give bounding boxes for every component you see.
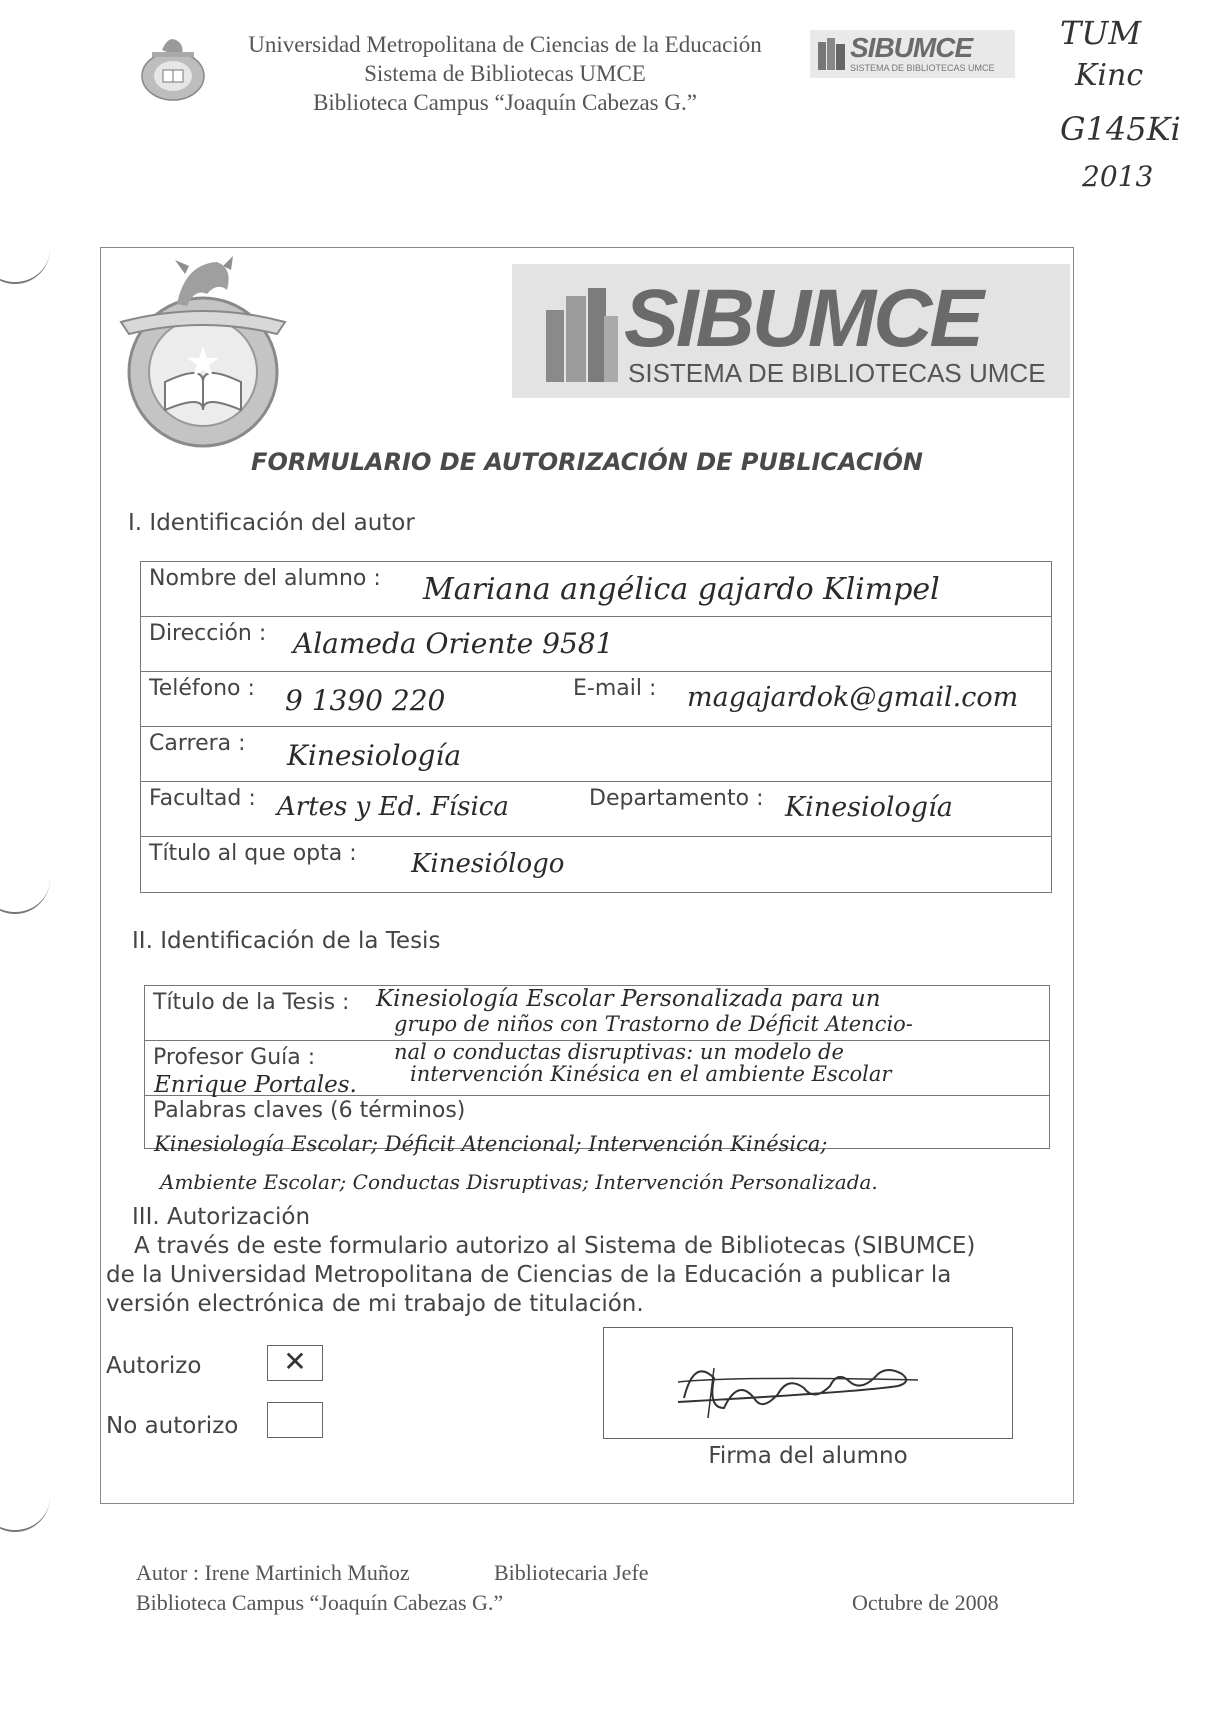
row-carrera [141, 727, 1051, 782]
header-university: Universidad Metropolitana de Ciencias de la Educación [248, 32, 762, 57]
authorization-text-line-3: versión electrónica de mi trabajo de titulación. [106, 1291, 644, 1317]
call-number-line-2: Kinc [1075, 58, 1144, 93]
section-2-heading: II. Identificación de la Tesis [132, 928, 441, 954]
direccion-value: Alameda Oriente 9581 [293, 627, 614, 660]
footer-library: Biblioteca Campus “Joaquín Cabezas G.” [136, 1590, 504, 1615]
footer-author: Autor : Irene Martinich Muñoz [136, 1560, 410, 1585]
form-logo-subtitle: SISTEMA DE BIBLIOTECAS UMCE [628, 358, 1046, 388]
titulo-label: Título al que opta : [149, 841, 357, 866]
punch-hole [0, 230, 50, 284]
facultad-label: Facultad : [149, 786, 256, 811]
row-nombre [141, 562, 1051, 617]
author-identification-table [140, 561, 1052, 893]
authorization-text-line-2: de la Universidad Metropolitana de Ciencias de la Educación a publicar la [106, 1262, 952, 1288]
signature-label: Firma del alumno [708, 1443, 908, 1469]
email-label: E-mail : [573, 676, 657, 701]
row-telefono [141, 672, 1051, 727]
row-direccion [141, 617, 1051, 672]
tesis-value-line-3: nal o conductas disruptivas: un modelo de [394, 1040, 844, 1064]
books-icon [816, 36, 848, 72]
form-university-seal-icon [115, 254, 291, 450]
palabras-value-line-2: Ambiente Escolar; Conductas Disruptivas; Intervención Personalizada. [160, 1170, 878, 1194]
footer-role: Bibliotecaria Jefe [494, 1560, 649, 1585]
row-titulo [141, 837, 1051, 892]
profesor-label: Profesor Guía : [153, 1045, 316, 1070]
profesor-value: Enrique Portales. [154, 1072, 357, 1098]
books-icon [542, 286, 622, 386]
form-sibumce-logo [512, 264, 1070, 398]
direccion-label: Dirección : [149, 621, 267, 646]
university-seal-icon [138, 28, 208, 102]
header-system: Sistema de Bibliotecas UMCE [364, 61, 646, 86]
autorizo-label: Autorizo [106, 1353, 202, 1379]
header-logo-subtitle: SISTEMA DE BIBLIOTECAS UMCE [850, 63, 995, 73]
signature-scribble-icon [604, 1328, 1014, 1440]
row-facultad [141, 782, 1051, 837]
authorization-text [106, 1232, 1066, 1319]
punch-hole [0, 860, 50, 914]
carrera-value: Kinesiología [287, 739, 462, 772]
autorizo-checkbox[interactable]: ✕ [267, 1345, 323, 1381]
email-value: magajardok@gmail.com [687, 682, 1019, 713]
form-title: FORMULARIO DE AUTORIZACIÓN DE PUBLICACIÓN [251, 448, 923, 476]
no-autorizo-label: No autorizo [106, 1413, 239, 1439]
footer-date: Octubre de 2008 [852, 1590, 999, 1615]
tesis-value-line-2: grupo de niños con Trastorno de Déficit Atencio- [394, 1012, 913, 1036]
facultad-value: Artes y Ed. Física [277, 792, 509, 822]
section-3-heading: III. Autorización [132, 1204, 311, 1230]
header-library: Biblioteca Campus “Joaquín Cabezas G.” [313, 90, 697, 115]
tesis-value-line-4: intervención Kinésica en el ambiente Escolar [410, 1062, 892, 1086]
form-logo-wordmark: SIBUMCE [624, 273, 982, 364]
header-text [220, 30, 790, 117]
signature-box [603, 1327, 1013, 1439]
tesis-label: Título de la Tesis : [153, 990, 350, 1015]
header-sibumce-logo [810, 30, 1015, 78]
header-logo-wordmark: SIBUMCE [850, 32, 973, 63]
section-1-heading: I. Identificación del autor [128, 510, 415, 536]
carrera-label: Carrera : [149, 731, 246, 756]
call-number-line-3: G145Ki [1060, 110, 1181, 148]
departamento-label: Departamento : [589, 786, 764, 811]
titulo-value: Kinesiólogo [411, 849, 565, 879]
nombre-value: Mariana angélica gajardo Klimpel [423, 572, 940, 607]
tesis-value-line-1: Kinesiología Escolar Personalizada para un [376, 986, 881, 1012]
call-number-line-4: 2013 [1082, 160, 1154, 193]
nombre-label: Nombre del alumno : [149, 566, 381, 591]
authorization-text-line-1: A través de este formulario autorizo al Sistema de Bibliotecas (SIBUMCE) [134, 1233, 976, 1259]
palabras-label: Palabras claves (6 términos) [153, 1098, 466, 1123]
punch-hole [0, 1478, 50, 1532]
call-number-line-1: TUM [1060, 14, 1142, 52]
departamento-value: Kinesiología [785, 792, 953, 823]
telefono-label: Teléfono : [149, 676, 255, 701]
palabras-value-line-1: Kinesiología Escolar; Déficit Atencional; Intervención Kinésica; [154, 1132, 828, 1156]
telefono-value: 9 1390 220 [285, 684, 446, 717]
no-autorizo-checkbox[interactable] [267, 1402, 323, 1438]
